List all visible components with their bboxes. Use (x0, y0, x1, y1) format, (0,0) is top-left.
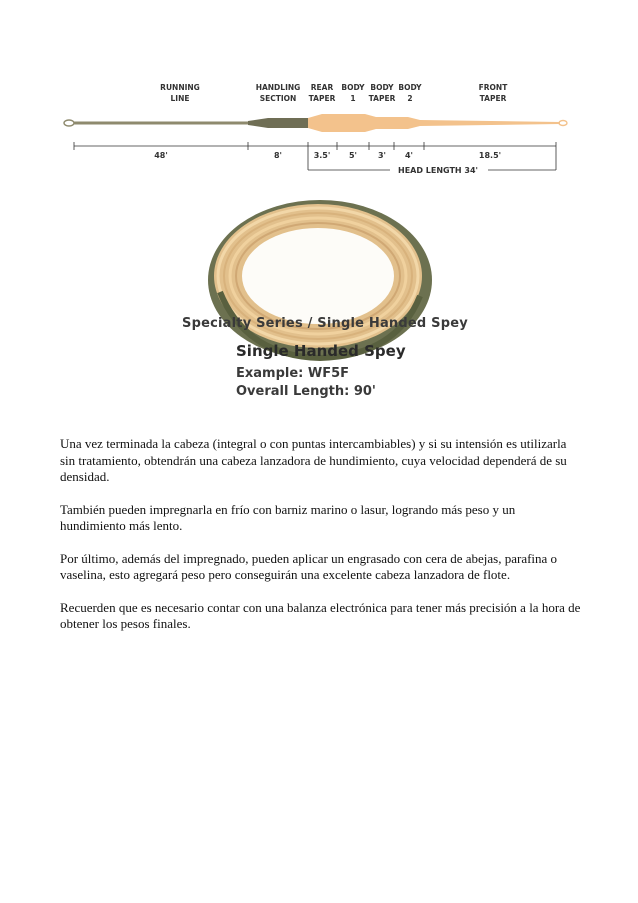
fly-line-coil-image (206, 196, 434, 364)
label-body-1: BODY (341, 83, 365, 92)
loop-right (559, 121, 567, 126)
length-front-taper: 18.5' (478, 151, 502, 160)
label-front-taper: FRONT (478, 83, 508, 92)
label-body-1-2: 1 (350, 94, 356, 103)
length-rear-taper: 3.5' (313, 151, 331, 160)
length-body-1: 5' (348, 151, 358, 160)
length-handling-section: 8' (273, 151, 283, 160)
label-body-2: BODY (398, 83, 422, 92)
overall-length: Overall Length: 90' (236, 384, 376, 399)
label-handling-section-2: SECTION (259, 94, 297, 103)
label-body-2-2: 2 (407, 94, 413, 103)
product-name: Single Handed Spey (236, 342, 406, 360)
paragraph: Una vez terminada la cabeza (integral o con puntas intercambiables) y si su intensión es utilizarla sin tratamiento, obtendrán una cabeza lanzadora de hundimiento, cuya velocidad dependerá de su densidad. (60, 436, 567, 484)
label-rear-taper-2: TAPER (308, 94, 336, 103)
length-body-taper: 3' (377, 151, 387, 160)
fly-line-figure (60, 74, 580, 404)
head-segment (308, 114, 560, 132)
running-line-segment (74, 122, 248, 125)
head-length-label: HEAD LENGTH 34' (398, 166, 478, 175)
label-running-line: RUNNING (160, 83, 200, 92)
handling-section-segment (248, 118, 308, 128)
label-front-taper-2: TAPER (479, 94, 507, 103)
label-rear-taper: REAR (310, 83, 334, 92)
length-running-line: 48' (154, 151, 168, 160)
label-running-line-2: LINE (170, 94, 190, 103)
length-body-2: 4' (404, 151, 414, 160)
label-handling-section: HANDLING (255, 83, 301, 92)
product-example: Example: WF5F (236, 366, 350, 381)
label-body-taper-2: TAPER (368, 94, 396, 103)
paragraph: También pueden impregnarla en frío con barniz marino o lasur, logrando más peso y un hundimiento más lento. (60, 501, 516, 533)
series-title: Specialty Series / Single Handed Spey (182, 316, 468, 331)
paragraph: Por último, además del impregnado, pueden aplicar un engrasado con cera de abejas, parafina o vaselina, esto agregará peso pero conseguirán una excelente cabeza lanzadora de flote. (60, 550, 558, 582)
paragraph: Recuerden que es necesario contar con una balanza electrónica para tener más precisión a la hora de obtener los pesos finales. (60, 599, 581, 631)
taper-diagram (60, 74, 580, 184)
label-body-taper: BODY (370, 83, 394, 92)
body-text (60, 436, 582, 649)
loop-left (64, 120, 74, 126)
